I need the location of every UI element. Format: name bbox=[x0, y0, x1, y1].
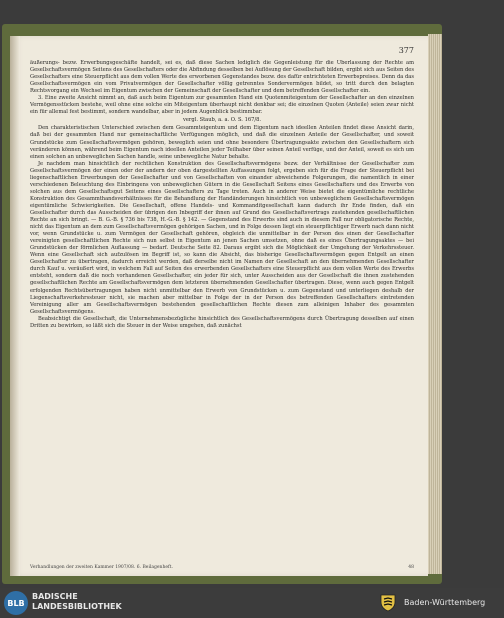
paragraph: 3. Eine zweite Ansicht nimmt an, daß auch beim Eigentum zur gesammten Hand ein Quotenmiteigentum der Gesellschafter an den einzelnen Vermögensstücken bestehe, weil ohne eine solche ein Miteigentum überhaupt nicht denkbar sei; die einzelnen Quoten (Anteile) seien zwar nicht ein für allemal fest bestimmt, sondern wandelbar, aber in jedem Augenblick bestimmbar. bbox=[30, 95, 414, 116]
page-gutter bbox=[10, 36, 20, 576]
blb-line-2: LANDESBIBLIOTHEK bbox=[32, 602, 122, 611]
page-footer bbox=[30, 565, 414, 570]
page-number: 377 bbox=[398, 46, 414, 55]
blb-logo-icon[interactable]: BLB bbox=[4, 591, 28, 615]
footer-source: Verhandlungen der zweiten Kammer 1907/08. 6. Beilagenheft. bbox=[30, 565, 173, 570]
paragraph: vergl. Staub, a. a. O. S. 167/8. bbox=[182, 117, 262, 124]
paragraph: Je nachdem man hinsichtlich der rechtlichen Konstruktion des Gesellschaftsvermögens bezw. der Verhältnisse der Gesellschafter zum Gesellschaftsvermögen der einen oder der andern der oben dargestellten Auffassungen folgt, ergeben sich für die Frage der Steuerpflicht bei liegenschaftlichen Erwerbungen der Gesellschafter und von Gesellschaften von einander abweichende Folgerungen, die namentlich in einer verschiedenen Beleuchtung des Einbringens von unbeweglichen Gütern in die Gesellschaft Seitens eines Gesellschafters und des Erwerbs von solchen aus dem Gesellschaftsgut Seitens eines Gesellschafters zu Tage treten. Auch in anderer Weise bietet die eigentümliche rechtliche Konstruktion des Gesammthandsverhältnisses für die Behandlung der Handänderungen hinsichtlich von unbeweglichem Gesellschaftsvermögen eigentümliche Schwierigkeiten. Die Gesellschaft, offene Handels- und Kommanditgesellschaft kann dadurch ihr Ende finden, daß ein Gesellschafter durch das Ausscheiden der übrigen den Inbegriff der ihnen auf Grund des Gesellschaftsvertrags zustehenden gesellschaftlichen Rechte an sich bringt. — B. G.-B. § 736 bis 738, H.-G.-B. § 142. — Gegenstand des Erwerbs sind auch in diesem Fall nur obligatorische Rechte, nicht das Eigentum an dem zum Gesellschaftsvermögen gehörigen Sachen, und in Folge dessen liegt ein steuerpflichtiger Erwerb nach dann nicht vor, wenn Grundstücke u. zum Vermögen der Gesellschaft gehören, obgleich die unmittelbar in der Person des einen der Gesellschafter vereinigten gesellschaftlichen Rechte sich nun selbst in Eigentum an jenen Sachen umsetzen, ohne daß es eines Übertragungsaktes — bei Grundstücken der förmlichen Auflassung — bedarf. Deutsche Seite 82. Daraus ergibt sich die Möglichkeit der Umgehung der Verkehrssteuer. Wenn eine Gesellschaft sich aufzulösen im Begriff ist, so kann die Absicht, das bisherige Gesellschaftsvermögen gegen Entgelt an einen Gesellschafter zu übertragen, dadurch erreicht werden, daß derselbe nicht im Namen der Gesellschaft an den übernehmenden Gesellschafter durch Kauf u. veräußert wird, in welchem Fall auf Seiten des erwerbenden Gesellschafters eine Steuerpflicht aus dem vollen Werte des Erwerbs entsteht, sondern daß die noch vorhandenen Gesellschafter, ein jeder für sich, unter Ausscheiden aus der Gesellschaft die ihnen zustehenden gesellschaftlichen Rechte am Gesellschaftsvermögen dem letzteren übernehmenden Gesellschafter übertragen. Diese, wenn auch gegen Entgelt erfolgenden Rechtsübertragungen haben nicht unmittelbar den Erwerb von Grundstücken u. zum Gegenstand und unterliegen deshalb der Liegenschaftsverkehrssteuer nicht, sie machen aber mittelbar in Folge der in der Person des betreffenden Gesellschafters eintretenden Vereinigung aller am Gesellschaftsvermögen bestehenden gesellschaftlichen Rechte diesen zum alleinigen Inhaber des gesammten Gesellschaftsvermögens. bbox=[30, 160, 414, 315]
page-edges bbox=[428, 34, 442, 574]
viewer-footer-bar bbox=[0, 588, 504, 618]
bw-label[interactable]: Baden-Württemberg bbox=[404, 598, 486, 607]
paragraph: Den charakteristischen Unterschied zwischen dem Gesammteigentum und dem Eigentum nach ideellen Anteilen findet diese Ansicht darin, daß bei der gesammten Hand nur gemeinschaftliche Verfügungen möglich, und daß die einzelnen Anteile der Gesellschafter, und soweit Grundstücke zum Gesellschaftsvermögen gehören, beweglich seien und ohne besondere Übertragungsakte zwischen den Gesellschaftern sich veränderen können, während beim Eigentum nach ideellen Anteilen jeder Teilhaber über seinen Anteil verfüge, und der Anteil, soweit es sich um einen solchen an unbeweglichen Sachen handle, seine unbewegliche Natur behalte. bbox=[30, 125, 414, 160]
footer-signature: 48 bbox=[408, 565, 414, 570]
paragraph: äußerungs- bezw. Erwerbungsgeschäfte handelt, sei es, daß diese Sachen lediglich die Gegenleistung für die Überlassung der Rechte am Gesellschaftsvermögen Seitens des Gesellschafters oder die Abfindung desselben bei Auflösung der Gesellschaft bilden, ergibt sich aus Seiten des Gesellschafters eine Steuerpflicht aus dem vollen Werte des erworbenen Gegenstandes bezw. des dafür entrichteten Erwerbspreises. Denn da das Gesellschaftsvermögen ein vom Privatvermögen der Gesellschafter völlig getrenntes Sondervermögen bildet, so tritt durch den belagten Rechtsvorgang ein Wechsel im Eigentum zwischen der Gemeinschaft der Gesellschafter und dem betreffenden Gesellschafter ein. bbox=[30, 60, 414, 95]
paragraph: Beabsichtigt die Gesellschaft, die Unternehmensbezügliche hinsichtlich des Gesellschaftsvermögens durch Übertragung desselben auf einen Dritten zu bewirken, so läßt sich die Steuer in der Weise umgehen, daß zunächst bbox=[30, 315, 414, 329]
blb-name[interactable] bbox=[32, 592, 122, 612]
bw-coat-of-arms-icon bbox=[378, 593, 398, 613]
blb-line-1: BADISCHE bbox=[32, 592, 78, 601]
page-text bbox=[30, 60, 414, 560]
book-page bbox=[10, 36, 428, 576]
